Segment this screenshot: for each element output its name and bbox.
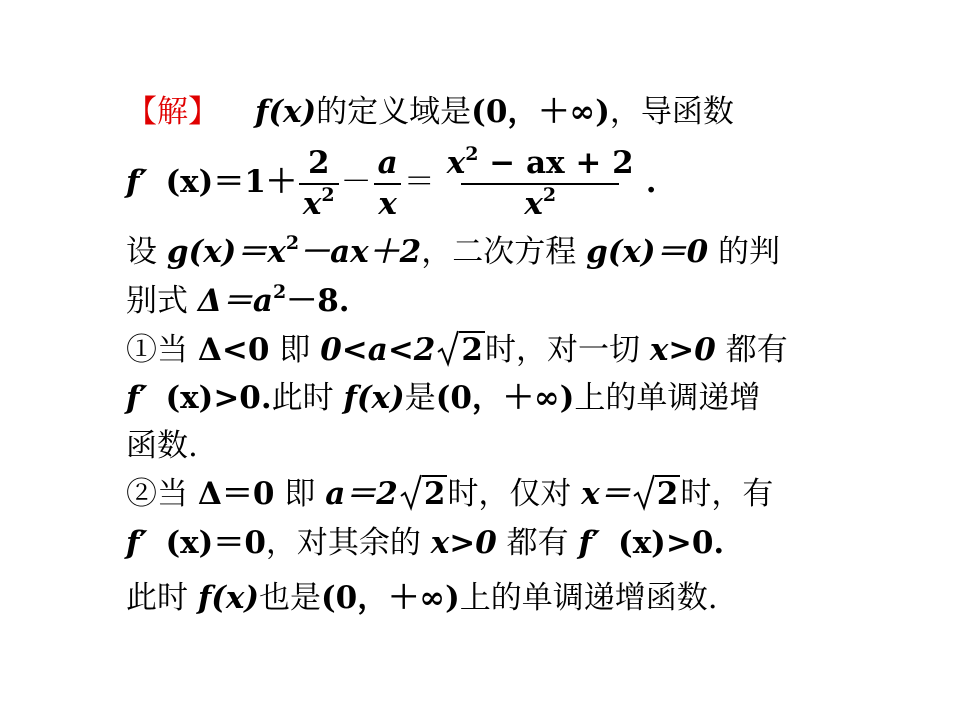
solution-line-3: 设 $g(x)=x^2-ax+2$，二次方程 g(x)＝0 的判: [126, 232, 780, 270]
case-2-line: ②当 Δ＝0 即 a＝2 2时，仅对 x＝ 2时，有: [126, 476, 774, 512]
solution-line-9: f′ (x)＝0，对其余的 x>0 都有 f′ (x)>0.: [126, 525, 725, 561]
solution-line-4: 别式 $\Delta=a^2-8$.: [126, 281, 350, 319]
solution-line-1: 【解】 f(x)的定义域是(0，＋∞)，导函数: [126, 94, 734, 130]
solution-tag: 【解】: [126, 94, 219, 130]
case-1-line: ①当 Δ<0 即 0<a<2 2时，对一切 x>0 都有: [126, 332, 788, 368]
fraction-a-over-x: $\frac{a}{x}$: [374, 148, 402, 220]
solution-line-7: 函数.: [126, 428, 198, 464]
sqrt-symbol: 2: [633, 474, 681, 514]
derivative-formula: f′ (x)＝1＋ $\frac{2}{x^2}$ － $\frac{a}{x}$ ＝ $\frac{x^2 - ax + 2}{x^2}$ .: [126, 142, 657, 222]
solution-line-6: f′ (x)>0.此时 f(x)是(0，＋∞)上的单调递增: [126, 380, 761, 416]
fraction-quadratic-over-x2: $\frac{x^2 - ax + 2}{x^2}$: [446, 142, 634, 222]
fraction-2-over-x2: $\frac{2}{x^2}$: [299, 148, 339, 220]
solution-line-10: 此时 f(x)也是(0，＋∞)上的单调递增函数.: [126, 580, 718, 616]
sqrt-symbol: 2: [437, 330, 485, 370]
sqrt-symbol: 2: [400, 474, 448, 514]
